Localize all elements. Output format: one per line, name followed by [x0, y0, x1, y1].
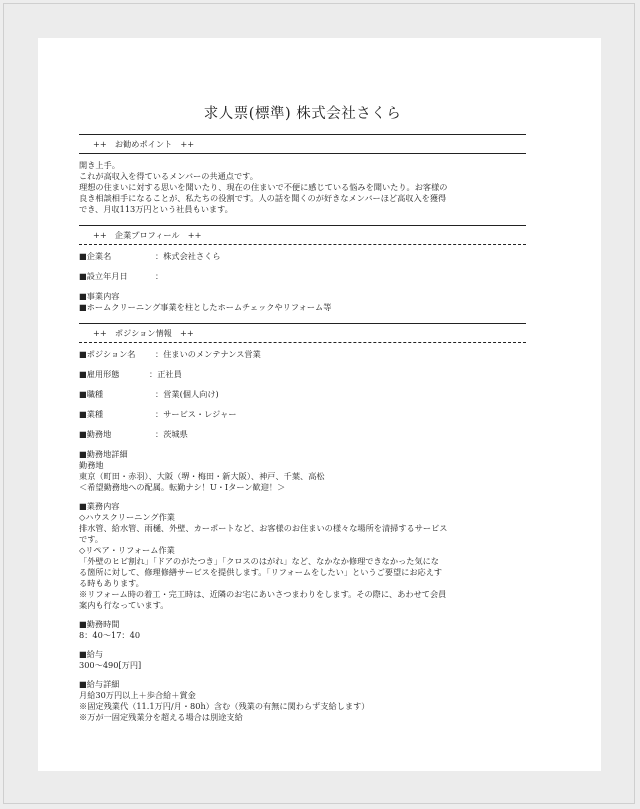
job-label: ■職種 [79, 389, 104, 399]
company-row [79, 251, 526, 262]
duties-line: る時もあります。 [79, 578, 144, 588]
position-name-row [79, 349, 526, 360]
position-name-value: ：住まいのメンテナンス営業 [155, 349, 261, 359]
founded-row [79, 271, 526, 282]
salary-value: 300〜490[万円] [79, 660, 142, 670]
duties-line: る箇所に対して、修理修繕サービスを提供します。「リフォームをしたい」というご要望にお応えす [79, 567, 443, 577]
points-line: 良き相談相手になることが、私たちの役割です。人の話を聞くのが好きなメンバーほど高収入を獲得 [79, 193, 447, 203]
salary-detail-label: ■給与詳細 [79, 679, 120, 689]
duties-label: ■業務内容 [79, 501, 120, 511]
company-label: ■企業名 [79, 251, 112, 261]
salary-label: ■給与 [79, 649, 104, 659]
section-heading-points: ++ お勧めポイント ++ [79, 134, 526, 154]
job-value: ：営業(個人向け) [155, 389, 219, 399]
company-value: ：株式会社さくら [155, 251, 221, 261]
location-detail-line: 東京（町田・赤羽）、大阪（堺・梅田・新大阪）、神戸、千葉、高松 [79, 471, 325, 481]
employment-label: ■雇用形態 [79, 369, 120, 379]
location-detail-line: ＜希望勤務地への配属。転勤ナシ！U・Iターン歓迎！＞ [79, 482, 286, 492]
job-row [79, 389, 526, 400]
salary-detail-line: ※固定残業代（11.1万円/月・80h）含む（残業の有無に関わらず支給します） [79, 701, 370, 711]
location-label: ■勤務地 [79, 429, 112, 439]
founded-label: ■設立年月日 [79, 271, 128, 281]
duties-line: 「外壁のヒビ割れ」「ドアのがたつき」「クロスのはがれ」など、なかなか修理できなかった気にな [79, 556, 439, 566]
duties-line: ※リフォーム時の着工・完工時は、近隣のお宅にあいさつまわりをします。その際に、あわせて会員 [79, 589, 447, 599]
profile-block [79, 251, 526, 313]
document-content [79, 38, 526, 723]
duties-line: 排水管、給水管、雨樋、外壁、カーポートなど、お客様のお住まいの様々な場所を清掃するサービス [79, 523, 448, 533]
position-name-label: ■ポジション名 [79, 349, 136, 359]
business-value: ■ホームクリーニング事業を柱としたホームチェックやリフォーム等 [79, 302, 332, 312]
location-detail-label: ■勤務地詳細 [79, 449, 128, 459]
hours-label: ■勤務時間 [79, 619, 120, 629]
location-detail-line: 勤務地 [79, 460, 104, 470]
position-block [79, 349, 526, 723]
points-line: これが高収入を得ているメンバーの共通点です。 [79, 171, 258, 181]
industry-label: ■業種 [79, 409, 104, 419]
points-line: 理想の住まいに対する思いを聞いたり、現在の住まいで不便に感じている悩みを聞いたり。お客様の [79, 182, 448, 192]
duties-line: ◇リペア・リフォーム作業 [79, 545, 175, 555]
duties-line: ◇ハウスクリーニング作業 [79, 512, 175, 522]
location-value: ：茨城県 [155, 429, 188, 439]
hours-value: 8：40〜17：40 [79, 630, 141, 640]
industry-value: ：サービス・レジャー [155, 409, 237, 419]
duties-line: 案内も行なっています。 [79, 600, 169, 610]
salary-detail-line: ※万が一固定残業分を超える場合は別途支給 [79, 712, 243, 722]
employment-row [79, 369, 526, 380]
location-row [79, 429, 526, 440]
points-line: 開き上手。 [79, 160, 120, 170]
salary-detail-line: 月給30万円以上＋歩合給＋賞金 [79, 690, 196, 700]
employment-value: ：正社員 [149, 369, 182, 379]
section-heading-profile: ++ 企業プロフィール ++ [79, 225, 526, 245]
points-line: でき、月収113万円という社員もいます。 [79, 204, 233, 214]
points-text [79, 160, 526, 215]
section-heading-position: ++ ポジション情報 ++ [79, 323, 526, 343]
founded-value: ： [155, 271, 164, 281]
document-title: 求人票(標準) 株式会社さくら [203, 106, 402, 122]
industry-row [79, 409, 526, 420]
business-label: ■事業内容 [79, 291, 120, 301]
duties-line: です。 [79, 534, 103, 544]
